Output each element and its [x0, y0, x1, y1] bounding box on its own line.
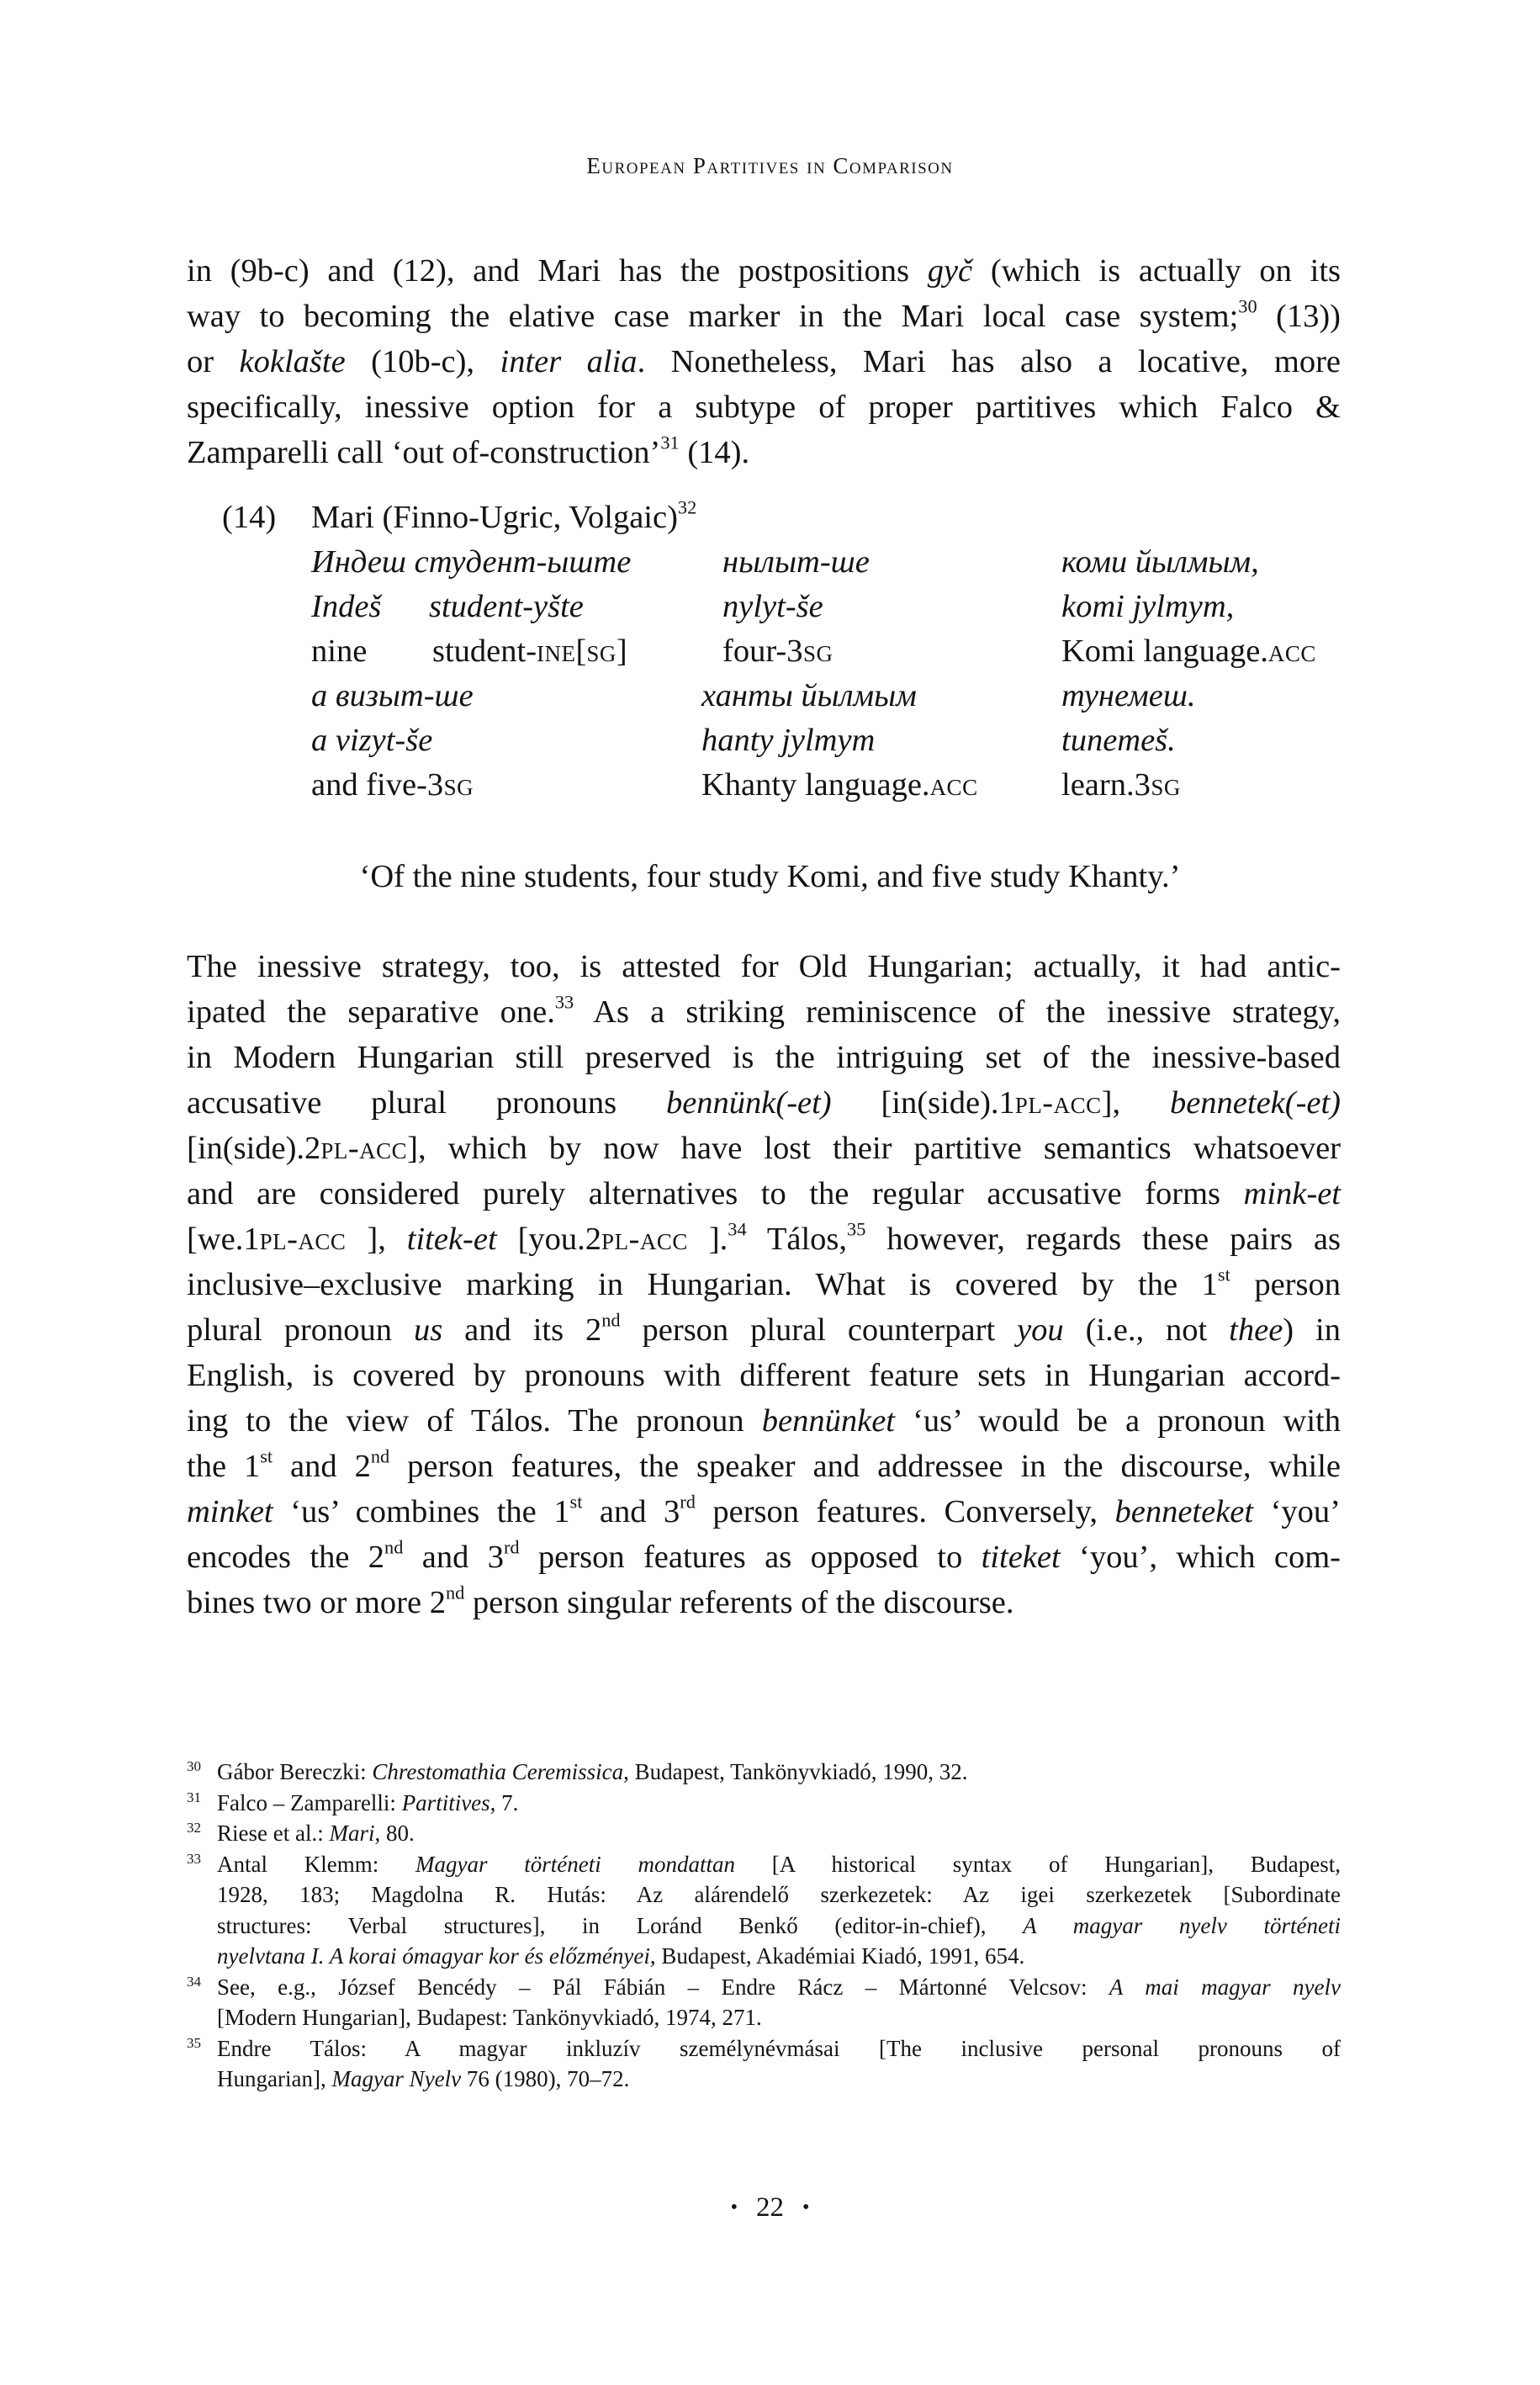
text-run: 1928, 183; Magdolna R. Hutás: Az alárendelő szerkezetek: Az igei szerkezetek [Subordinate	[217, 1882, 1341, 1907]
superscript: st	[260, 1445, 273, 1467]
gloss-abbreviation: pl-acc	[320, 1131, 408, 1166]
italic-term: Partitives	[401, 1789, 490, 1815]
gloss-cell	[311, 766, 474, 803]
italic-term: us	[414, 1312, 443, 1348]
italic-term: Magyar történeti mondattan	[415, 1851, 736, 1877]
text-run: Zamparelli call ‘out of-construction’	[187, 435, 661, 470]
text-run: however, regards these pairs as	[865, 1222, 1341, 1257]
superscript: 31	[660, 432, 680, 453]
example-title-text: Mari (Finno-Ugric, Volgaic)	[311, 500, 678, 535]
text-run: (14).	[679, 435, 750, 470]
text-run: four-	[722, 633, 787, 669]
gloss-cell	[432, 633, 627, 670]
gloss-abbreviation: 3sg	[786, 633, 834, 669]
italic-term: Mari	[329, 1821, 375, 1846]
gloss-cell: а визыт-ше	[311, 678, 474, 713]
italic-term: you	[1017, 1312, 1064, 1348]
text-line	[187, 1580, 1341, 1625]
text-line	[187, 248, 1341, 294]
text-run: Hungarian],	[217, 2066, 332, 2091]
text-run: ) in	[1283, 1312, 1341, 1348]
text-line	[187, 1307, 1341, 1353]
running-head: European Partitives in Comparison	[586, 153, 954, 178]
footnote-line	[217, 1788, 1341, 1819]
text-line	[187, 1035, 1341, 1080]
text-run: encodes the 2	[187, 1540, 385, 1575]
italic-term: thee	[1229, 1312, 1283, 1348]
text-run: ‘us’ would be a pronoun with	[894, 1403, 1341, 1439]
text-run: [you.2	[496, 1222, 602, 1257]
superscript: nd	[370, 1445, 390, 1467]
footnote-35	[187, 2033, 1341, 2095]
text-run: ],	[1101, 1085, 1170, 1121]
italic-term: titeket	[981, 1540, 1061, 1575]
text-run: person singular referents of the discourse.	[464, 1585, 1014, 1620]
footnote-33	[187, 1849, 1341, 1972]
footnote-line	[217, 2064, 1341, 2095]
text-line	[187, 294, 1341, 339]
text-line	[187, 1171, 1341, 1216]
text-run: in Modern Hungarian still preserved is the intriguing set of the inessive-based	[187, 1040, 1341, 1075]
superscript: 30	[1238, 295, 1257, 317]
superscript: nd	[445, 1582, 465, 1603]
gloss-cell: Indeš	[311, 589, 382, 624]
text-line	[187, 339, 1341, 384]
footnote-number: 32	[187, 1820, 201, 1836]
italic-term: Magyar Nyelv	[331, 2066, 462, 2091]
text-run: (which is actually on its	[972, 253, 1341, 289]
text-line	[187, 384, 1341, 430]
italic-term: bennünket	[761, 1403, 895, 1439]
superscript: nd	[601, 1309, 621, 1331]
text-run: 76 (1980), 70–72.	[461, 2066, 630, 2091]
gloss-cell	[701, 766, 978, 803]
text-run: [in(side).2	[187, 1131, 321, 1166]
text-run: Komi language.	[1061, 633, 1268, 669]
superscript: st	[1217, 1264, 1230, 1285]
text-run: Tálos,	[746, 1222, 848, 1257]
text-run: Khanty language.	[701, 767, 930, 803]
text-run: English, is covered by pronouns with different feature sets in Hungarian accord-	[187, 1358, 1341, 1393]
footnote-line	[217, 2002, 1341, 2033]
text-run: The inessive strategy, too, is attested for Old Hungarian; actually, it had antic-	[187, 949, 1341, 984]
text-run: plural pronoun	[187, 1312, 414, 1348]
footnote-32	[187, 1818, 1341, 1849]
footnote-line	[217, 1757, 1341, 1788]
text-run: and 2	[273, 1449, 371, 1484]
gloss-cell: тунемеш.	[1061, 678, 1196, 713]
text-run: and its 2	[442, 1312, 602, 1348]
free-translation: ‘Of the nine students, four study Komi, and five study Khanty.’	[359, 859, 1181, 894]
text-run: structures: Verbal structures], in Loránd Benkő (editor-in-chief),	[217, 1912, 1024, 1938]
footnote-line	[217, 1941, 1341, 1972]
gloss-abbreviation: pl-acc	[1014, 1085, 1102, 1121]
text-run: (13))	[1257, 299, 1341, 334]
text-line	[187, 430, 1341, 475]
gloss-cell: Индеш студент-ыште	[311, 544, 632, 580]
text-run: [A historical syntax of Hungarian], Budapest,	[735, 1851, 1341, 1877]
text-run: Riese et al.:	[217, 1821, 330, 1846]
text-run: student-	[432, 633, 537, 669]
text-line	[187, 1216, 1341, 1262]
gloss-cell: nylyt-še	[722, 589, 823, 624]
italic-term: inter alia	[500, 344, 638, 379]
footnote-number: 31	[187, 1789, 201, 1805]
italic-term: A mai magyar nyelv	[1109, 1974, 1341, 2000]
footnote-30	[187, 1757, 1341, 1788]
gloss-cell: hanty jylmym	[701, 723, 876, 758]
gloss-abbreviation: 3sg	[1134, 767, 1181, 803]
gloss-abbreviation: acc	[929, 767, 978, 803]
text-run: , Budapest, Tankönyvkiadó, 1990, 32.	[623, 1759, 968, 1784]
text-run: ‘you’	[1253, 1494, 1341, 1529]
text-line	[187, 944, 1341, 989]
italic-term: A magyar nyelv történeti	[1023, 1912, 1341, 1938]
footnote-number: 35	[187, 2034, 201, 2051]
text-run: [in(side).1	[831, 1085, 1015, 1121]
paragraph-2	[187, 944, 1341, 1625]
gloss-cell	[1061, 766, 1181, 803]
italic-term: nyelvtana I. A korai ómagyar kor és előzményei	[217, 1943, 650, 1969]
text-line	[187, 989, 1341, 1035]
text-run: See, e.g., József Bencédy – Pál Fábián – Endre Rácz – Mártonné Velcsov:	[217, 1974, 1109, 2000]
text-run: ing to the view of Tálos. The pronoun	[187, 1403, 762, 1439]
footnote-34	[187, 1972, 1341, 2033]
gloss-cell: tunemeš.	[1061, 723, 1176, 758]
example-number: (14)	[222, 500, 277, 535]
text-run: [Modern Hungarian], Budapest: Tankönyvkiadó, 1974, 271.	[217, 2005, 762, 2030]
text-run: ]	[616, 633, 627, 669]
text-run: ‘you’, which com-	[1060, 1540, 1341, 1575]
italic-term: Chrestomathia Ceremissica	[372, 1759, 624, 1784]
text-run: person features, the speaker and addressee in the discourse, while	[389, 1449, 1341, 1484]
gloss-abbreviation: sg	[586, 633, 617, 669]
text-run: ipated the separative one.	[187, 994, 555, 1030]
text-run: specifically, inessive option for a subtype of proper partitives which Falco &	[187, 390, 1341, 425]
italic-term: gyč	[927, 253, 973, 289]
text-run: and 3	[403, 1540, 504, 1575]
gloss-cell: нылыт-ше	[722, 544, 870, 580]
text-run: ],	[346, 1222, 407, 1257]
text-run: ], which by now have lost their partitive semantics whatsoever	[407, 1131, 1341, 1166]
italic-term: bennünk(-et)	[665, 1085, 832, 1121]
gloss-abbreviation: pl-acc	[259, 1222, 347, 1257]
footnote-line	[217, 1972, 1341, 2003]
italic-term: bennetek(-et)	[1169, 1085, 1341, 1121]
footnote-number: 30	[187, 1758, 201, 1774]
italic-term: benneteket	[1114, 1494, 1254, 1529]
text-run: Endre Tálos: A magyar inkluzív személynévmásai [The inclusive personal pronouns of	[217, 2035, 1341, 2061]
text-run: and are considered purely alternatives to the regular accusative forms	[187, 1176, 1244, 1211]
text-run: the 1	[187, 1449, 261, 1484]
text-run: or	[187, 344, 240, 379]
text-run: Antal Klemm:	[217, 1851, 416, 1877]
footnote-line	[217, 1911, 1341, 1942]
ornament-bullet-right: •	[802, 2197, 810, 2218]
example-language-label	[311, 496, 697, 536]
italic-term: titek-et	[406, 1222, 497, 1257]
page-number: 22	[756, 2192, 784, 2223]
text-line	[187, 1080, 1341, 1126]
footnote-line	[217, 1849, 1341, 1880]
text-run: person	[1230, 1267, 1341, 1302]
italic-term: minket	[187, 1494, 273, 1529]
text-line	[187, 1534, 1341, 1580]
footnote-line	[217, 1879, 1341, 1911]
text-run: [we.1	[187, 1222, 260, 1257]
superscript: nd	[384, 1536, 404, 1558]
footnotes	[187, 1757, 1341, 2095]
ornament-bullet-left: •	[730, 2197, 738, 2218]
text-run: As a striking reminiscence of the inessive strategy,	[574, 994, 1341, 1030]
gloss-cell	[1061, 633, 1316, 670]
footnote-line	[217, 1818, 1341, 1849]
footnote-ref-32: 32	[677, 496, 697, 518]
text-line	[187, 1353, 1341, 1398]
text-run: way to becoming the elative case marker in the Mari local case system;	[187, 299, 1239, 334]
text-run: (i.e., not	[1063, 1312, 1230, 1348]
text-run: Falco – Zamparelli:	[217, 1789, 402, 1815]
footnote-line	[217, 2033, 1341, 2064]
page-number-footer	[0, 2192, 1540, 2223]
text-run: ‘us’ combines the 1	[273, 1494, 570, 1529]
gloss-cell: ханты йылмым	[701, 678, 917, 713]
text-run: , 80.	[374, 1821, 415, 1846]
paragraph-1	[187, 248, 1341, 475]
footnote-number: 34	[187, 1973, 201, 1990]
text-run: person plural counterpart	[620, 1312, 1018, 1348]
text-run: and five-	[311, 767, 427, 803]
italic-term: koklašte	[239, 344, 346, 379]
superscript: 33	[554, 991, 574, 1013]
text-line	[187, 1489, 1341, 1534]
text-run: , 7.	[490, 1789, 519, 1815]
text-run: . Nonetheless, Mari has also a locative, more	[637, 344, 1341, 379]
text-line	[187, 1126, 1341, 1171]
text-run: learn.	[1061, 767, 1135, 803]
gloss-abbreviation: 3sg	[426, 767, 474, 803]
text-run: [	[575, 633, 587, 669]
gloss-cell: nine	[311, 633, 368, 669]
gloss-cell: komi jylmym,	[1061, 589, 1235, 624]
text-run: person features as opposed to	[519, 1540, 982, 1575]
text-run: and 3	[582, 1494, 680, 1529]
superscript: rd	[503, 1536, 520, 1558]
text-run: inclusive–exclusive marking in Hungarian. What is covered by the 1	[187, 1267, 1218, 1302]
text-line	[187, 1444, 1341, 1489]
gloss-cell: a vizyt-še	[311, 723, 433, 758]
gloss-cell: коми йылмым,	[1061, 544, 1259, 580]
footnote-number: 33	[187, 1850, 201, 1867]
gloss-abbreviation: ine	[537, 633, 576, 669]
text-line	[187, 1262, 1341, 1307]
text-run: in (9b-c) and (12), and Mari has the postpositions	[187, 253, 928, 289]
gloss-abbreviation: acc	[1267, 633, 1316, 669]
italic-term: mink-et	[1243, 1176, 1341, 1211]
gloss-abbreviation: pl-acc	[601, 1222, 688, 1257]
text-run: ].	[687, 1222, 728, 1257]
footnote-31	[187, 1788, 1341, 1819]
text-run: bines two or more 2	[187, 1585, 446, 1620]
superscript: rd	[680, 1491, 696, 1513]
text-line	[187, 1398, 1341, 1444]
superscript: st	[569, 1491, 583, 1513]
text-run: Gábor Bereczki:	[217, 1759, 373, 1784]
superscript: 34	[728, 1218, 747, 1240]
gloss-cell: student-yšte	[429, 589, 584, 624]
gloss-cell	[722, 633, 833, 670]
text-run: , Budapest, Akadémiai Kiadó, 1991, 654.	[649, 1943, 1025, 1969]
text-run: person features. Conversely,	[695, 1494, 1115, 1529]
superscript: 35	[847, 1218, 866, 1240]
text-run: accusative plural pronouns	[187, 1085, 666, 1121]
text-run: (10b-c),	[345, 344, 500, 379]
